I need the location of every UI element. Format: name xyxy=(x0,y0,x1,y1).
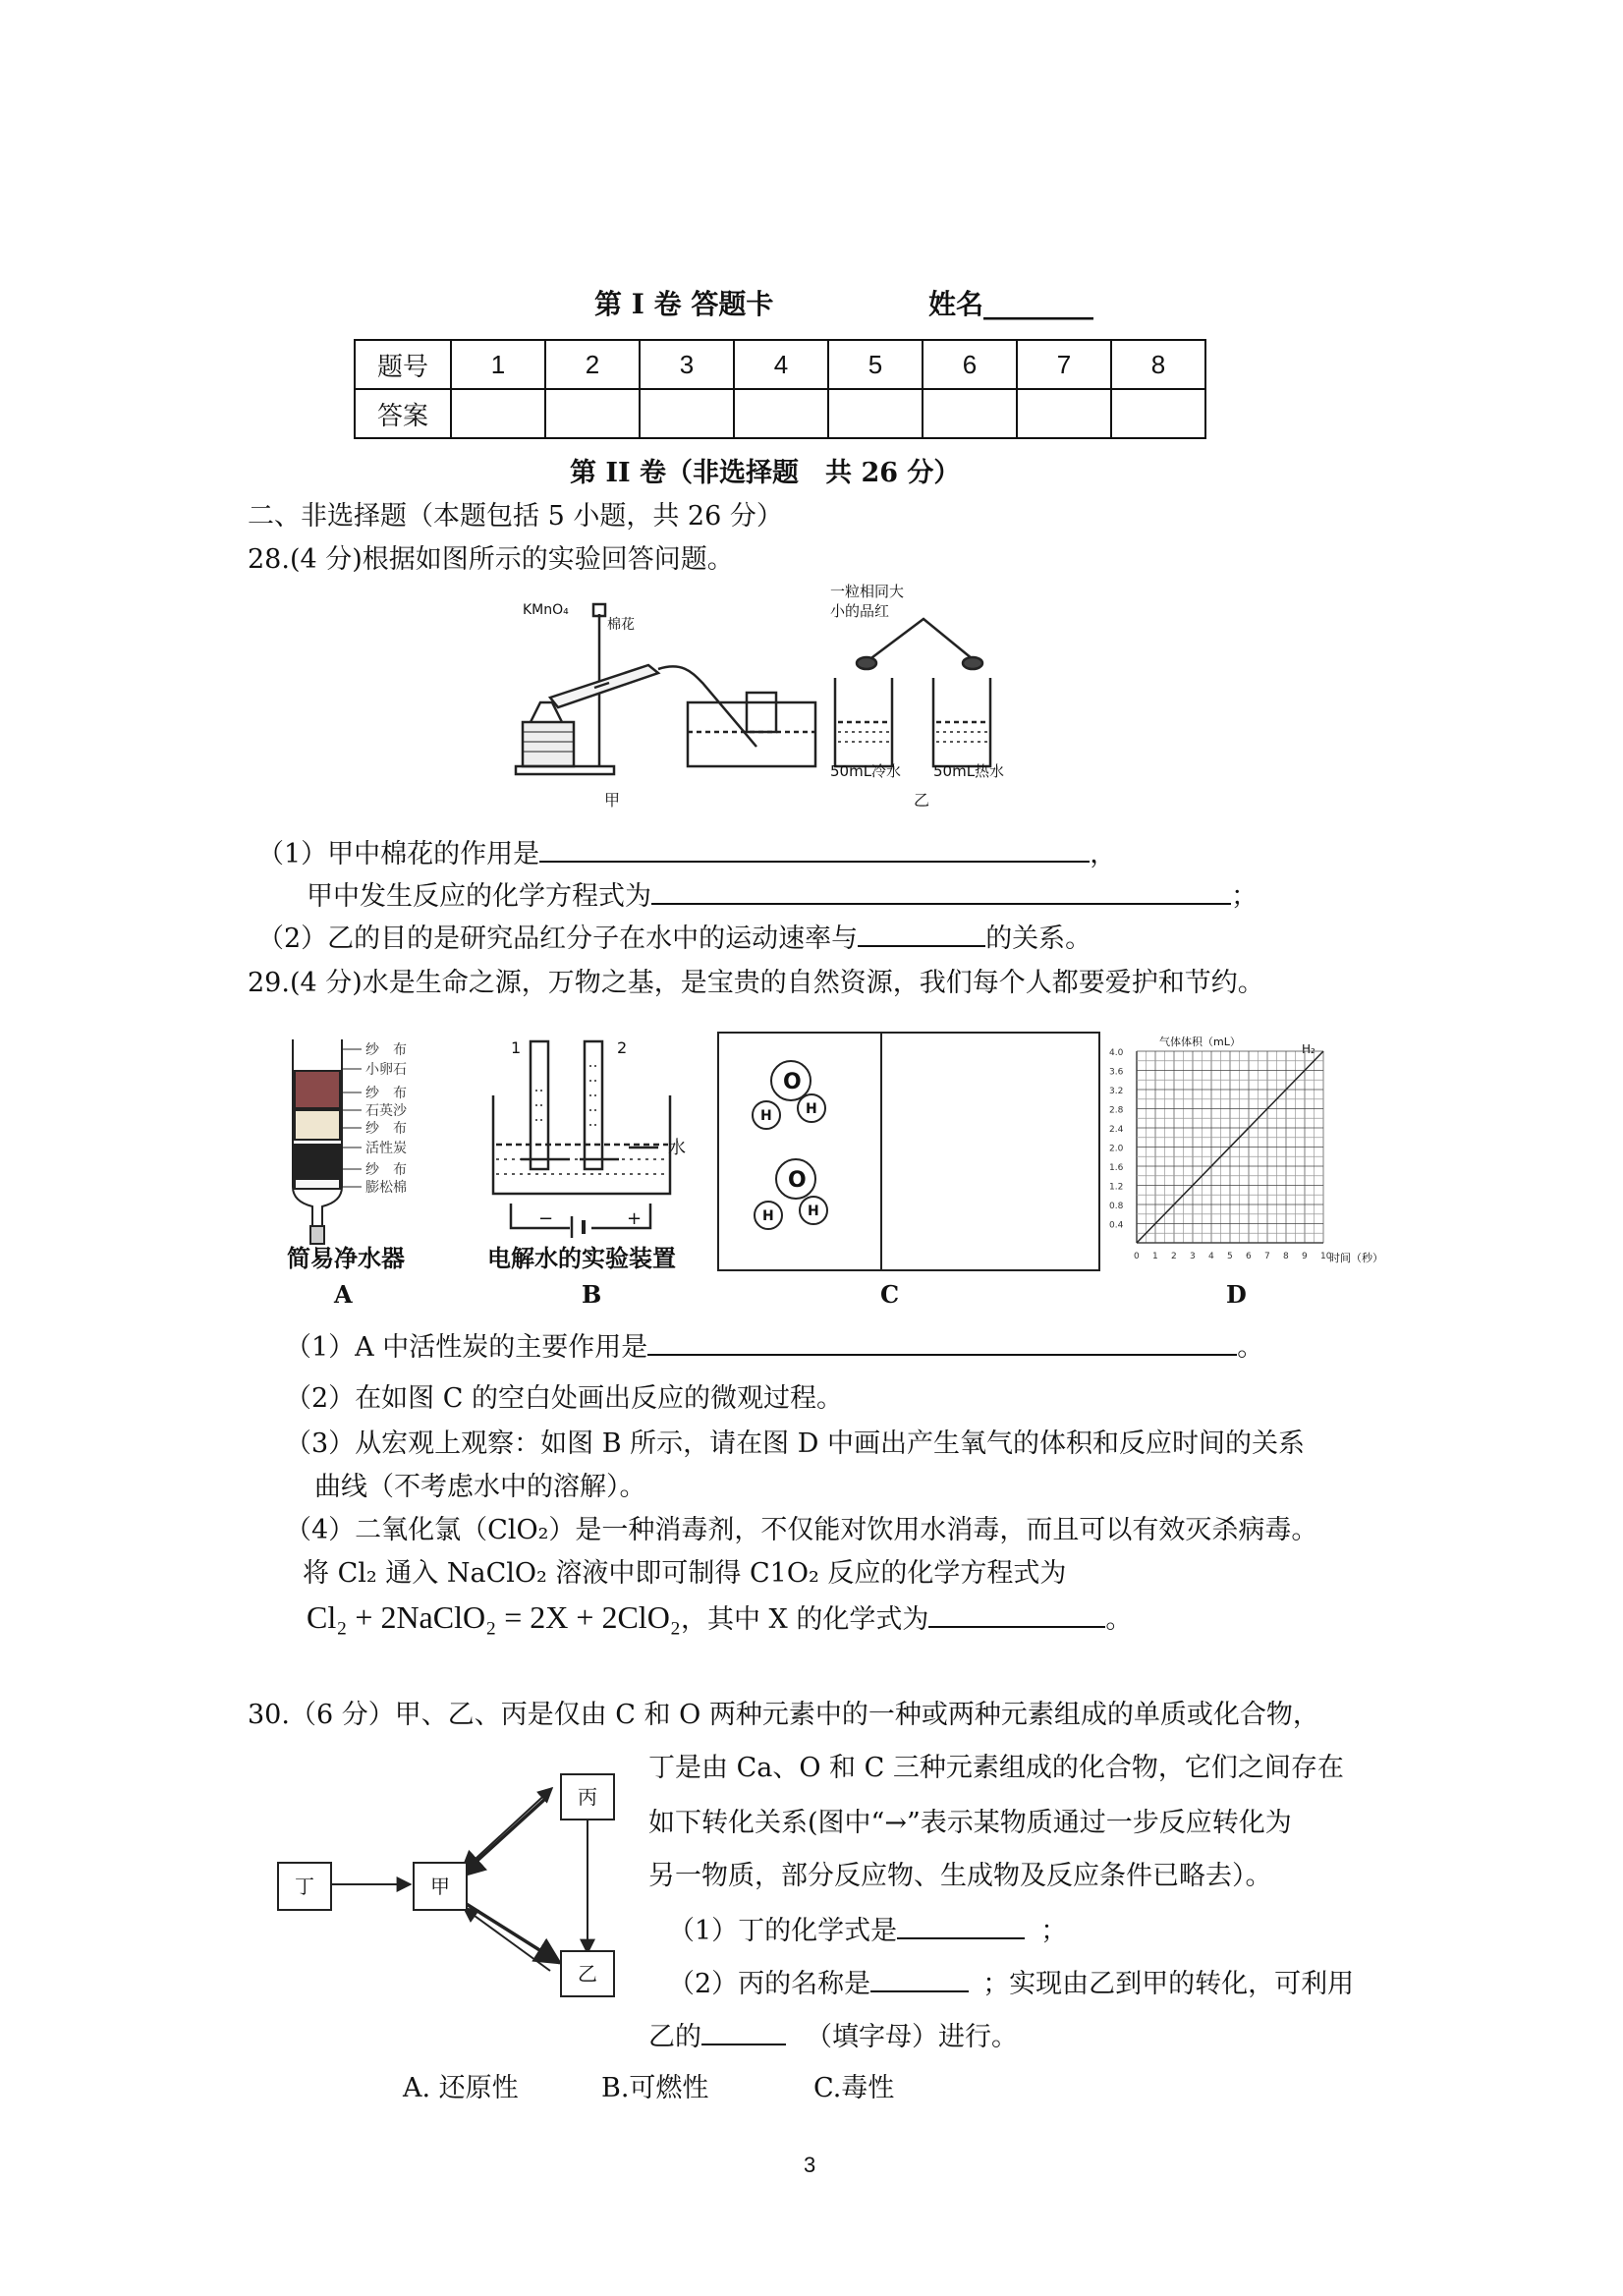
q28-sub2-text: （2）乙的目的是研究品红分子在水中的运动速率与 xyxy=(257,924,859,954)
cold-water-label: 50mL冷水 xyxy=(830,762,902,780)
hydrogen-atom: H xyxy=(760,1108,772,1124)
x-tick-label: 4 xyxy=(1208,1252,1214,1261)
fig-d-series-label: H₂ xyxy=(1302,1042,1315,1056)
node-yi: 乙 xyxy=(560,1950,615,1997)
q28-sub2-end: 的关系。 xyxy=(985,924,1092,954)
x-tick-label: 8 xyxy=(1283,1252,1289,1261)
q29-sub1-end: 。 xyxy=(1237,1332,1264,1363)
yi-label: 乙 xyxy=(914,791,930,810)
layer-gauze-2: 纱 布 xyxy=(365,1086,407,1101)
node-bing: 丙 xyxy=(560,1773,615,1820)
y-tick-label: 0.8 xyxy=(1109,1202,1124,1211)
hot-water-label: 50mL热水 xyxy=(933,762,1005,780)
q29-sub4-line1: （4）二氧化氯（ClO₂）是一种消毒剂，不仅能对饮用水消毒，而且可以有效灭杀病毒。 xyxy=(285,1515,1318,1545)
q29-sub3-line1: （3）从宏观上观察：如图 B 所示，请在图 D 中画出产生氧气的体积和反应时间的关系 xyxy=(285,1428,1305,1459)
layer-sand: 石英沙 xyxy=(365,1103,407,1119)
answer-card-title: 第 I 卷 答题卡 xyxy=(594,288,774,320)
yi-apparatus xyxy=(835,619,990,766)
layer-gauze-3: 纱 布 xyxy=(365,1121,407,1137)
q30-blank-2[interactable] xyxy=(870,1965,969,1992)
q30-sub2-text: （2）丙的名称是 xyxy=(668,1969,871,1999)
q29-sub3-line2: 曲线（不考虑水中的溶解）。 xyxy=(314,1472,646,1502)
question-number: 4 xyxy=(734,340,828,389)
fig-c-blank-area[interactable] xyxy=(883,1034,1094,1267)
fig-a-water-purifier xyxy=(263,1032,475,1267)
y-tick-label: 3.2 xyxy=(1109,1087,1124,1096)
fig-d-letter: D xyxy=(1226,1280,1247,1309)
answer-cell[interactable] xyxy=(640,389,734,438)
q30-sub2-mid: ；实现由乙到甲的转化，可利用 xyxy=(982,1969,1355,1999)
row-label-answer: 答案 xyxy=(355,389,451,438)
answer-cell[interactable] xyxy=(451,389,545,438)
x-tick-label: 5 xyxy=(1227,1252,1233,1261)
y-tick-label: 2.8 xyxy=(1109,1105,1124,1116)
q28-sub1-line1 xyxy=(257,835,1116,871)
oxygen-atom: O xyxy=(788,1168,807,1193)
x-tick-label: 2 xyxy=(1171,1252,1177,1261)
q28-blank-2[interactable] xyxy=(651,877,1231,905)
q30-sub2-line2 xyxy=(648,2018,1018,2054)
q30-sub1 xyxy=(668,1912,1067,1948)
hydrogen-atom: H xyxy=(806,1101,817,1117)
answer-cell[interactable] xyxy=(734,389,828,438)
q30-sub1-text: （1）丁的化学式是 xyxy=(668,1916,898,1946)
answer-cell[interactable] xyxy=(923,389,1017,438)
oxygen-atom: O xyxy=(783,1070,802,1094)
water-label: 水 xyxy=(668,1138,686,1158)
q28-sub1-text: （1）甲中棉花的作用是 xyxy=(257,839,540,869)
layer-pebble: 小卵石 xyxy=(365,1062,407,1078)
q28-sub1-end: ， xyxy=(1090,839,1117,869)
q29-sub4-line2: 将 Cl₂ 通入 NaClO₂ 溶液中即可制得 C1O₂ 反应的化学方程式为 xyxy=(303,1558,1067,1589)
y-tick-label: 4.0 xyxy=(1109,1048,1124,1058)
node-ding: 丁 xyxy=(277,1862,332,1911)
q30-blank-1[interactable] xyxy=(897,1912,1025,1939)
q29-stem: 29.(4 分)水是生命之源，万物之基，是宝贵的自然资源，我们每个人都要爱护和节约。 xyxy=(248,968,1264,998)
hydrogen-atom: H xyxy=(808,1204,819,1219)
q29-sub4-end: 。 xyxy=(1105,1604,1133,1635)
q30-sub1-end: ； xyxy=(1040,1916,1068,1946)
answer-cell[interactable] xyxy=(545,389,640,438)
answer-cell[interactable] xyxy=(1111,389,1205,438)
q28-sub1b-end: ； xyxy=(1231,881,1258,912)
question-number: 3 xyxy=(640,340,734,389)
page-number: 3 xyxy=(804,2153,816,2177)
q28-blank-1[interactable] xyxy=(539,835,1090,863)
row-label-number: 题号 xyxy=(355,340,451,389)
layer-gauze-1: 纱 布 xyxy=(365,1042,407,1058)
y-tick-label: 2.0 xyxy=(1109,1144,1124,1154)
x-tick-label: 9 xyxy=(1302,1252,1308,1261)
cotton-label: 棉花 xyxy=(607,617,635,633)
fig-b-caption: 电解水的实验装置 xyxy=(487,1244,676,1272)
q30-option-a: A. 还原性 xyxy=(403,2073,519,2103)
section2-heading: 第 II 卷（非选择题 共 26 分） xyxy=(570,458,961,488)
x-tick-label: 0 xyxy=(1134,1252,1140,1261)
jia-apparatus xyxy=(516,604,815,774)
y-tick-label: 0.4 xyxy=(1109,1220,1124,1231)
table-row xyxy=(355,340,1205,389)
q30-blank-3[interactable] xyxy=(701,2018,786,2045)
fig-d-xlabel: 时间（秒） xyxy=(1329,1252,1383,1264)
q29-sub1 xyxy=(285,1328,1263,1365)
layer-cotton: 膨松棉 xyxy=(365,1180,407,1196)
q30-line4: 另一物质，部分反应物、生成物及反应条件已略去）。 xyxy=(648,1861,1272,1891)
q29-sub2: （2）在如图 C 的空白处画出反应的微观过程。 xyxy=(285,1383,844,1414)
x-tick-label: 6 xyxy=(1246,1252,1252,1261)
electrode-2-label: 2 xyxy=(617,1038,628,1057)
q30-sub2 xyxy=(668,1965,1354,2001)
jia-label: 甲 xyxy=(604,791,621,810)
question-number: 8 xyxy=(1111,340,1205,389)
answer-cell[interactable] xyxy=(828,389,923,438)
question-number: 1 xyxy=(451,340,545,389)
question-number: 7 xyxy=(1017,340,1111,389)
x-tick-label: 10 xyxy=(1320,1252,1332,1261)
q30-option-b: B.可燃性 xyxy=(601,2073,709,2103)
grain-label-1: 一粒相同大 xyxy=(830,583,905,600)
q28-figure xyxy=(511,575,1061,815)
layer-carbon: 活性炭 xyxy=(365,1141,407,1156)
section2-intro: 二、非选择题（本题包括 5 小题，共 26 分） xyxy=(248,501,783,532)
fig-a-caption: 简易净水器 xyxy=(287,1244,405,1272)
question-number: 6 xyxy=(923,340,1017,389)
plus-label: + xyxy=(627,1208,643,1229)
q29-blank-2[interactable] xyxy=(928,1600,1105,1628)
grain-label-2: 小的品红 xyxy=(830,602,890,620)
fig-c-molecules xyxy=(727,1041,874,1262)
q30-sub2d-text: （填字母）进行。 xyxy=(806,2022,1018,2052)
minus-label: − xyxy=(538,1208,554,1229)
node-jia: 甲 xyxy=(413,1862,468,1911)
question-number: 5 xyxy=(828,340,923,389)
q30-line2: 丁是由 Ca、O 和 C 三种元素组成的化合物，它们之间存在 xyxy=(648,1753,1344,1783)
x-tick-label: 7 xyxy=(1264,1252,1270,1261)
q30-sub2c-text: 乙的 xyxy=(648,2022,701,2052)
hydrogen-atom: H xyxy=(762,1208,774,1224)
q29-blank-1[interactable] xyxy=(647,1328,1237,1356)
kmno4-label: KMnO₄ xyxy=(523,602,569,618)
fig-a-letter: A xyxy=(334,1280,353,1309)
x-tick-label: 3 xyxy=(1190,1252,1196,1261)
q30-stem: 30.（6 分）甲、乙、丙是仅由 C 和 O 两种元素中的一种或两种元素组成的单质或化合物， xyxy=(248,1700,1319,1730)
electrode-1-label: 1 xyxy=(511,1038,522,1057)
q29-equation: Cl₂ + 2NaClO₂ = 2X + 2ClO₂ xyxy=(307,1599,681,1635)
fig-d-chart[interactable] xyxy=(1105,1032,1400,1277)
question-number: 2 xyxy=(545,340,640,389)
name-label: 姓名________ xyxy=(928,288,1094,320)
y-tick-label: 2.4 xyxy=(1109,1125,1124,1135)
fig-d-ylabel: 气体体积（mL） xyxy=(1159,1036,1241,1048)
answer-table xyxy=(354,339,1206,439)
q30-line3: 如下转化关系(图中“→”表示某物质通过一步反应转化为 xyxy=(648,1808,1292,1838)
layer-gauze-4: 纱 布 xyxy=(365,1162,407,1178)
table-row xyxy=(355,389,1205,438)
fig-c-letter: C xyxy=(880,1280,900,1309)
fig-b-letter: B xyxy=(582,1280,602,1309)
y-tick-label: 3.6 xyxy=(1109,1067,1124,1078)
q29-sub1-text: （1）A 中活性炭的主要作用是 xyxy=(285,1332,648,1363)
q28-stem: 28.(4 分)根据如图所示的实验回答问题。 xyxy=(248,544,734,575)
x-tick-label: 1 xyxy=(1152,1252,1158,1261)
fig-b-electrolysis xyxy=(481,1032,702,1248)
q30-option-c: C.毒性 xyxy=(813,2073,895,2103)
fig-c-divider xyxy=(880,1032,882,1271)
q28-blank-3[interactable] xyxy=(858,920,985,947)
q29-sub4-line3 xyxy=(307,1597,1132,1639)
q28-sub2-line xyxy=(257,920,1091,956)
answer-cell[interactable] xyxy=(1017,389,1111,438)
y-tick-label: 1.2 xyxy=(1109,1182,1124,1193)
y-tick-label: 1.6 xyxy=(1109,1163,1124,1173)
q28-sub1-line2 xyxy=(307,877,1258,914)
q28-sub1b-text: 甲中发生反应的化学方程式为 xyxy=(307,881,651,912)
q29-sub4-text: ，其中 X 的化学式为 xyxy=(680,1604,929,1635)
